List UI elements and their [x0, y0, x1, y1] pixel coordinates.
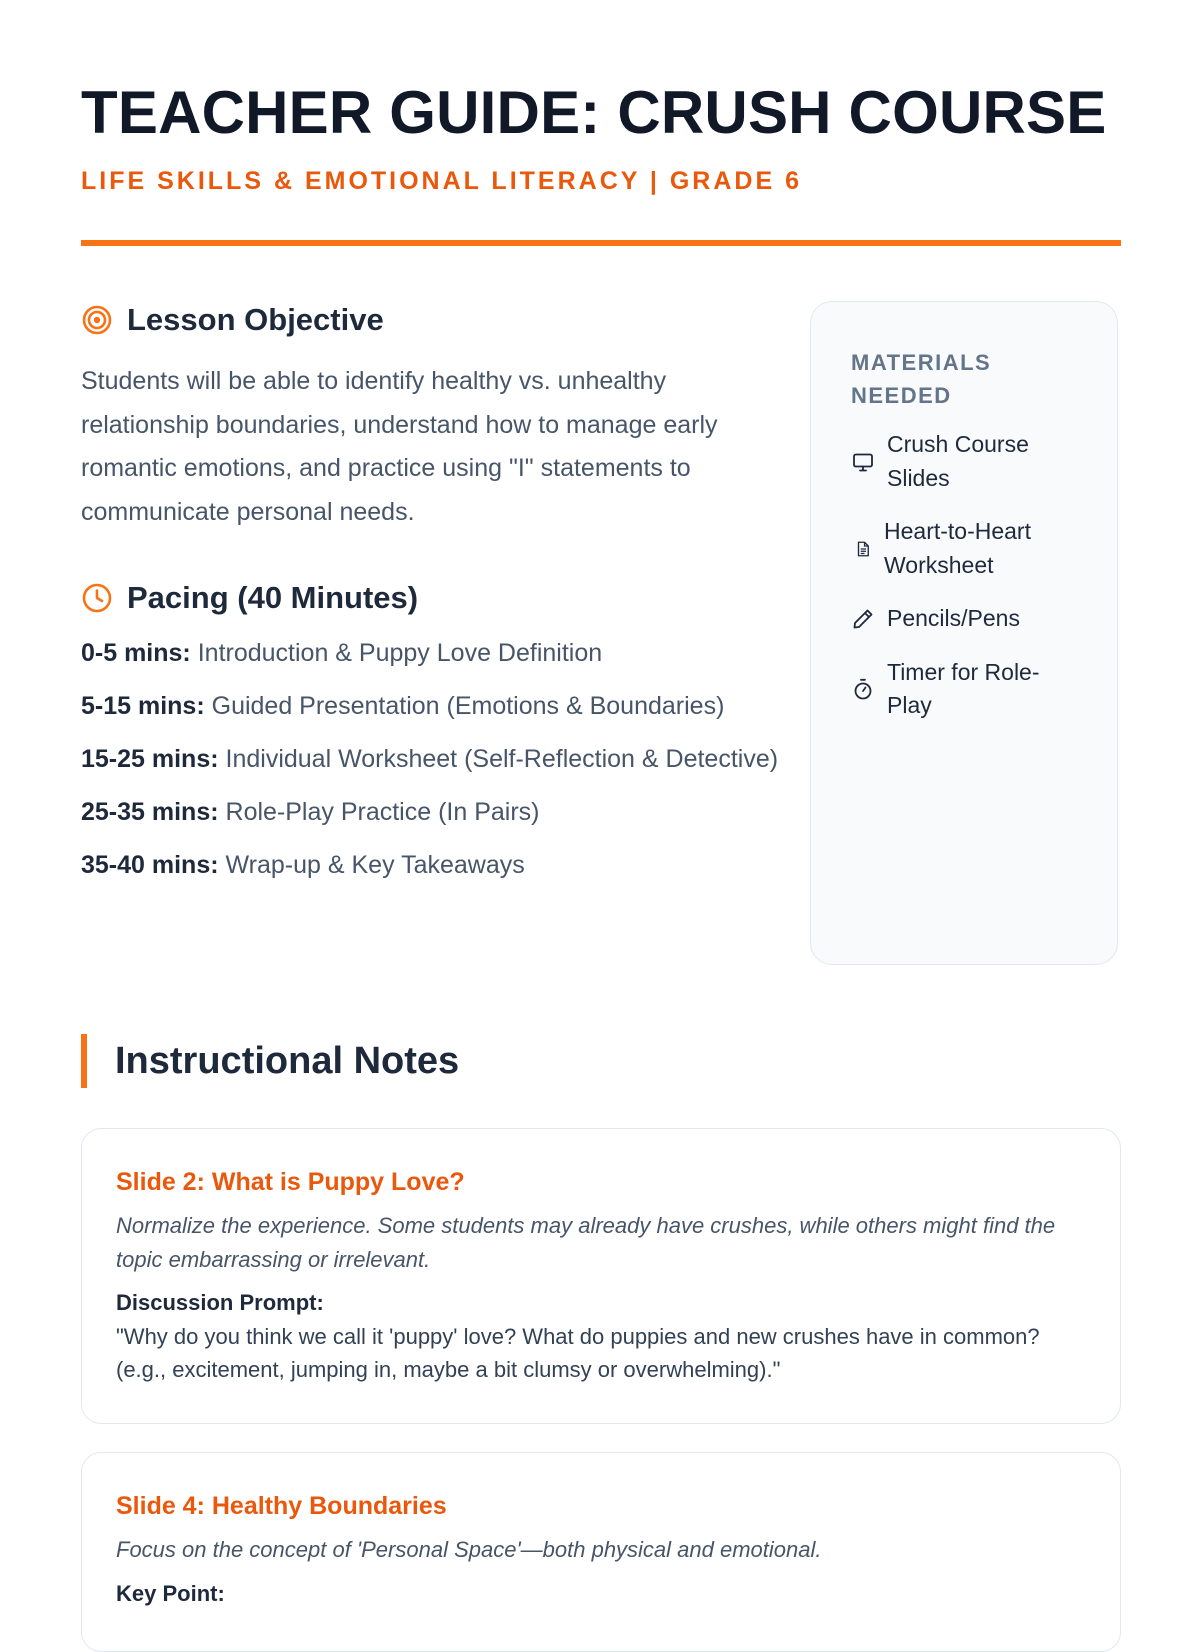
pacing-item [81, 845, 781, 885]
pacing-item [81, 686, 781, 726]
monitor-icon [851, 450, 875, 474]
page-title: TEACHER GUIDE: CRUSH COURSE [81, 79, 1107, 146]
note-card-title: Slide 4: Healthy Boundaries [116, 1492, 447, 1520]
materials-item-label: Crush Course Slides [887, 431, 1029, 491]
pacing-activity: Wrap-up & Key Takeaways [225, 851, 525, 879]
materials-item [851, 656, 1077, 723]
pacing-activity: Introduction & Puppy Love Definition [197, 639, 603, 667]
materials-item [851, 428, 1077, 495]
pacing-item [81, 633, 781, 673]
materials-panel [810, 301, 1118, 965]
note-card-title: Slide 2: What is Puppy Love? [116, 1168, 465, 1196]
pacing-time: 5-15 mins: [81, 692, 205, 720]
document-icon [854, 540, 872, 558]
pacing-time: 15-25 mins: [81, 745, 219, 773]
pacing-list [81, 633, 781, 898]
pacing-time: 0-5 mins: [81, 639, 191, 667]
note-card [81, 1452, 1121, 1652]
pacing-activity: Individual Worksheet (Self-Reflection & Detective) [225, 745, 779, 773]
objective-text: Students will be able to identify healthy vs. unhealthy relationship boundaries, understand how to manage early romantic emotions, and practice using "I" statements to communicate personal needs. [81, 367, 718, 526]
page-subtitle: LIFE SKILLS & EMOTIONAL LITERACY | GRADE 6 [81, 167, 802, 195]
instructional-notes-label: Instructional Notes [115, 1039, 460, 1082]
instructional-notes-heading [81, 1034, 459, 1088]
pacing-time: 25-35 mins: [81, 798, 219, 826]
target-icon [81, 304, 113, 336]
pacing-heading-label: Pacing (40 Minutes) [127, 580, 419, 615]
note-card-note: Normalize the experience. Some students may already have crushes, while others might find the topic embarrassing or irrelevant. [116, 1213, 1056, 1272]
materials-list [851, 428, 1077, 723]
note-card-text: "Why do you think we call it 'puppy' love? What do puppies and new crushes have in common? (e.g., excitement, jumping in, maybe a bit clumsy or overwhelming)." [116, 1323, 1040, 1382]
clock-icon [81, 582, 113, 614]
objective-heading [81, 302, 384, 338]
stopwatch-icon [851, 677, 875, 701]
materials-item-label: Timer for Role-Play [887, 658, 1040, 718]
pacing-activity: Guided Presentation (Emotions & Boundaries) [211, 692, 725, 720]
note-card-label: Discussion Prompt: [116, 1290, 324, 1315]
pacing-item [81, 739, 781, 779]
materials-item [851, 602, 1077, 636]
note-card-note: Focus on the concept of 'Personal Space'—both physical and emotional. [116, 1537, 822, 1562]
pacing-activity: Role-Play Practice (In Pairs) [225, 798, 540, 826]
note-card-label: Key Point: [116, 1580, 225, 1606]
header-divider [81, 240, 1121, 246]
pacing-time: 35-40 mins: [81, 851, 219, 879]
pacing-heading [81, 580, 418, 616]
objective-heading-label: Lesson Objective [127, 302, 384, 337]
materials-item-label: Pencils/Pens [887, 605, 1020, 631]
pencil-icon [851, 607, 875, 631]
materials-heading: MATERIALS NEEDED [851, 350, 992, 408]
materials-item [851, 515, 1077, 582]
pacing-item [81, 792, 781, 832]
materials-item-label: Heart-to-Heart Worksheet [884, 518, 1031, 578]
note-card [81, 1128, 1121, 1424]
